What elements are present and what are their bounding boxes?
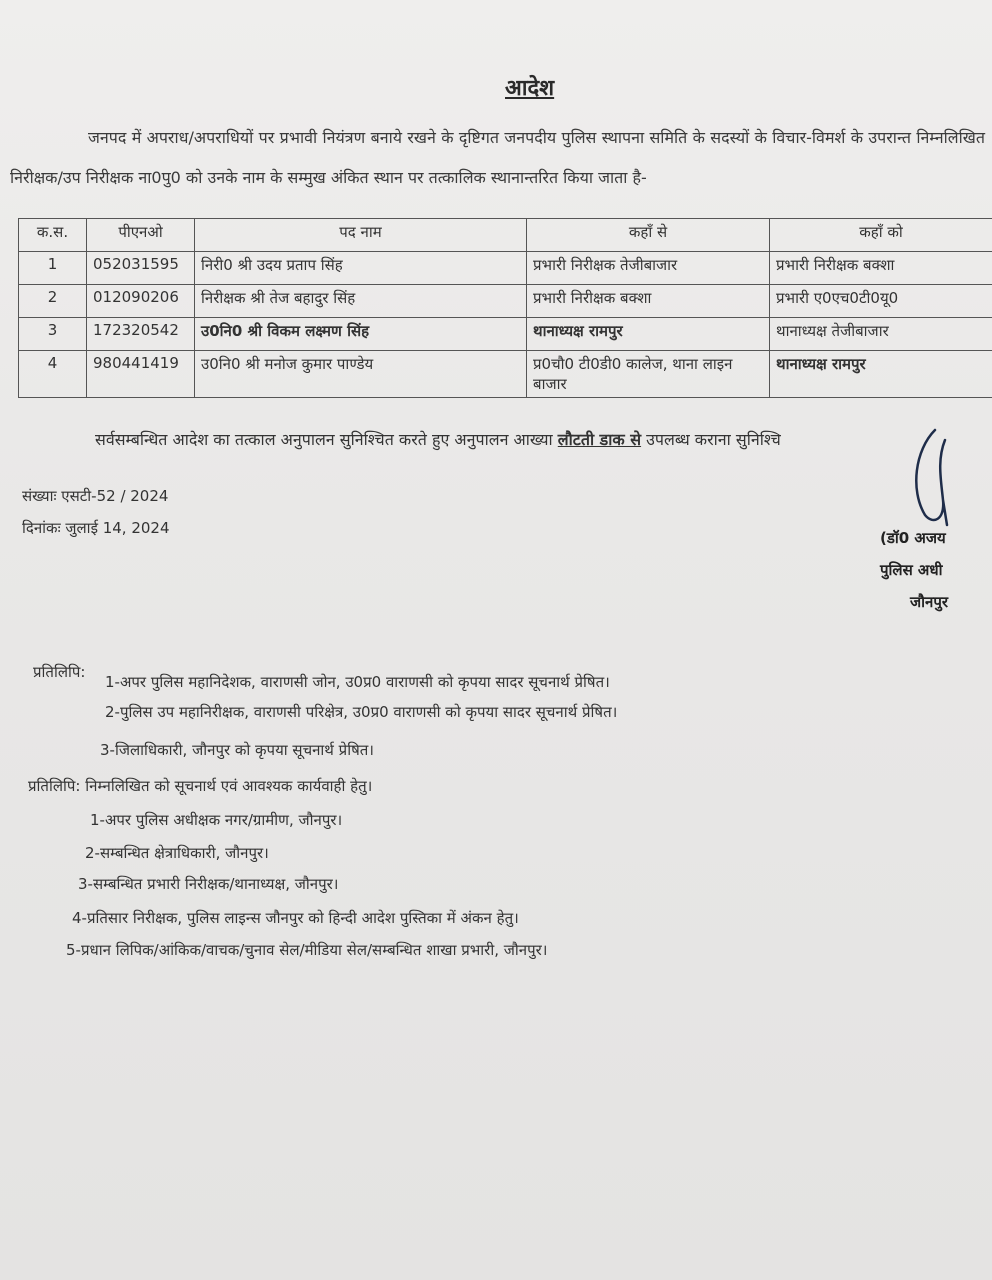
header-pno: पीएनओ	[87, 219, 195, 252]
compliance-highlight: लौटती डाक से	[557, 430, 642, 449]
cell-pno: 052031595	[87, 252, 195, 285]
signatory-name: (डॉ0 अजय	[880, 529, 946, 547]
cell-from: थानाध्यक्ष रामपुर	[527, 318, 770, 351]
copies-info-heading: प्रतिलिपि:	[33, 663, 86, 681]
cell-sn: 1	[19, 252, 87, 285]
cell-name: निरी0 श्री उदय प्रताप सिंह	[195, 252, 527, 285]
list-item: 5-प्रधान लिपिक/आंकिक/वाचक/चुनाव सेल/मीडिया सेल/सम्बन्धित शाखा प्रभारी, जौनपुर।	[66, 941, 548, 959]
compliance-line	[95, 428, 992, 450]
header-name: पद नाम	[195, 219, 527, 252]
order-title: आदेश	[505, 76, 555, 101]
table-row	[19, 351, 992, 398]
cell-sn: 2	[19, 285, 87, 318]
header-to: कहाँ को	[770, 219, 992, 252]
list-item: 1-अपर पुलिस महानिदेशक, वाराणसी जोन, उ0प्र0 वाराणसी को कृपया सादर सूचनार्थ प्रेषित।	[105, 673, 610, 691]
cell-pno: 172320542	[87, 318, 195, 351]
cell-sn: 4	[19, 351, 87, 398]
reference-number: संख्याः एसटी-52 / 2024	[22, 487, 169, 505]
cell-name: उ0नि0 श्री विकम लक्ष्मण सिंह	[195, 318, 527, 351]
cell-name: उ0नि0 श्री मनोज कुमार पाण्डेय	[195, 351, 527, 398]
compliance-text-start: सर्वसम्बन्धित आदेश का तत्काल अनुपालन सुनिश्चित करते हुए अनुपालन आख्या	[95, 430, 553, 449]
list-item: 4-प्रतिसार निरीक्षक, पुलिस लाइन्स जौनपुर को हिन्दी आदेश पुस्तिका में अंकन हेतु।	[72, 909, 519, 927]
cell-to: प्रभारी निरीक्षक बक्शा	[770, 252, 992, 285]
cell-to: थानाध्यक्ष तेजीबाजार	[770, 318, 992, 351]
cell-from: प्रभारी निरीक्षक बक्शा	[527, 285, 770, 318]
cell-pno: 980441419	[87, 351, 195, 398]
cell-to: थानाध्यक्ष रामपुर	[770, 351, 992, 398]
signatory-block	[880, 522, 992, 618]
list-item: 2-पुलिस उप महानिरीक्षक, वाराणसी परिक्षेत्र, उ0प्र0 वाराणसी को कृपया सादर सूचनार्थ प्रेषित।	[105, 703, 618, 721]
copies-action-heading: प्रतिलिपि: निम्नलिखित को सूचनार्थ एवं आवश्यक कार्यवाही हेतु।	[28, 777, 373, 795]
table-row	[19, 318, 992, 351]
cell-pno: 012090206	[87, 285, 195, 318]
transfer-table	[18, 218, 992, 398]
cell-from: प्र0चौ0 टी0डी0 कालेज, थाना लाइन बाजार	[527, 351, 770, 398]
cell-name: निरीक्षक श्री तेज बहादुर सिंह	[195, 285, 527, 318]
signature-mark	[905, 420, 985, 530]
signatory-place: जौनपुर	[910, 593, 948, 611]
header-from: कहाँ से	[527, 219, 770, 252]
table-row	[19, 252, 992, 285]
list-item: 3-जिलाधिकारी, जौनपुर को कृपया सूचनार्थ प्रेषित।	[100, 741, 374, 759]
signatory-designation: पुलिस अधी	[880, 561, 943, 579]
cell-from: प्रभारी निरीक्षक तेजीबाजार	[527, 252, 770, 285]
list-item: 1-अपर पुलिस अधीक्षक नगर/ग्रामीण, जौनपुर।	[90, 811, 343, 829]
compliance-text-end: उपलब्ध कराना सुनिश्चि	[646, 430, 781, 449]
cell-to: प्रभारी ए0एच0टी0यू0	[770, 285, 992, 318]
table-row	[19, 285, 992, 318]
list-item: 2-सम्बन्धित क्षेत्राधिकारी, जौनपुर।	[85, 844, 269, 862]
list-item: 3-सम्बन्धित प्रभारी निरीक्षक/थानाध्यक्ष, जौनपुर।	[78, 875, 339, 893]
header-sn: क.स.	[19, 219, 87, 252]
order-intro: जनपद में अपराध/अपराधियों पर प्रभावी नियंत्रण बनाये रखने के दृष्टिगत जनपदीय पुलिस स्थापना समिति के सदस्यों के विचार-विमर्श के उपरान्त निम्नलिखित निरीक्षक/उप निरीक्षक ना0पु0 को उनके नाम के सम्मुख अंकित स्थान पर तत्कालिक स्थानान्तरित किया जाता है-	[10, 128, 985, 187]
cell-sn: 3	[19, 318, 87, 351]
table-header-row	[19, 219, 992, 252]
reference-date: दिनांकः जुलाई 14, 2024	[22, 519, 170, 537]
